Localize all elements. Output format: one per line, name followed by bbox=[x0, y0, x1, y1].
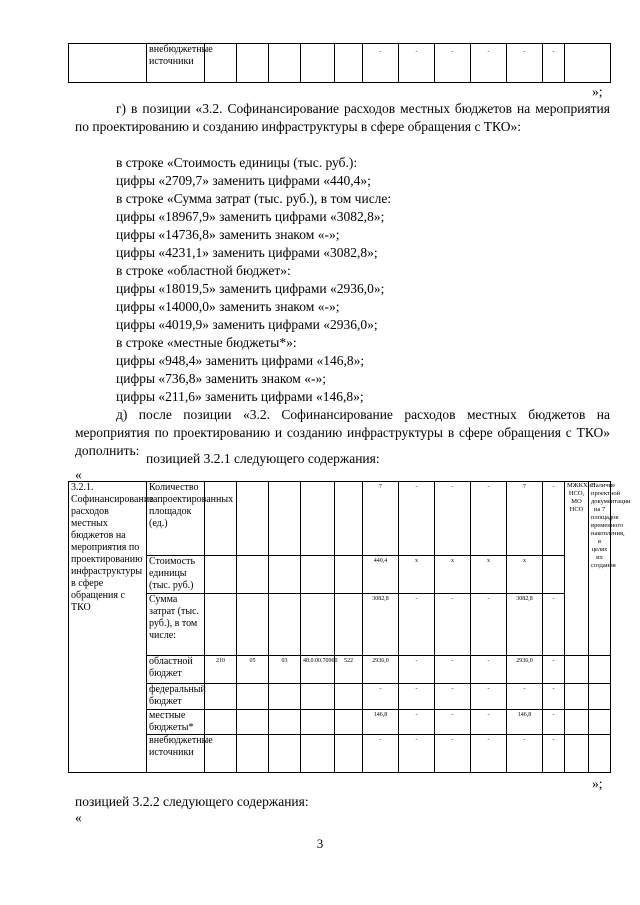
amendment-line: цифры «14000,0» заменить знаком «-»; bbox=[116, 299, 340, 314]
position-321-heading: позицией 3.2.1 следующего содержания: bbox=[146, 451, 380, 466]
total-cell: 2936,0 bbox=[363, 656, 399, 684]
amendment-line: цифры «18967,9» заменить цифрами «3082,8»; bbox=[116, 209, 385, 224]
row-label: Стоимость единицы (тыс. руб.) bbox=[147, 555, 205, 593]
amendment-line: в строке «областной бюджет»: bbox=[116, 263, 291, 278]
total-cell: 7 bbox=[363, 482, 399, 556]
code-cell: 210 bbox=[205, 656, 237, 684]
total-cell: - bbox=[363, 734, 399, 772]
total-cell: - bbox=[363, 684, 399, 709]
amendment-line: цифры «211,6» заменить цифрами «146,8»; bbox=[116, 389, 364, 404]
position-321-table: 3.2.1. Софинансирование расходов местных бюджетов на мероприятия по проектированию инфраструктуры в сфере обращения с ТКО Количество запроектированных площадок (ед.) 7 - - - 7 - МЖКХиЭ НСО, МО НСО Наличие проектной документации на 7 площадок временного накопления, в целях их создания Стоимость единицы (тыс. руб.) 440,4 х х х х Сумма затрат (тыс. руб.), в том числе: 3082,8 - - - 3082,8 - областной бюджет 210 05 03 48.0.00.70960 522 2936,0 - - - 2936,0 - федеральный бюджет - - - - - - местные бюджеты* 146,8 - - - 146,8 - внебюджетные источники - - - - - - bbox=[68, 481, 611, 773]
row-label: Количество запроектированных площадок (ед.) bbox=[147, 482, 205, 556]
table-cell: - bbox=[363, 44, 399, 83]
opening-quote: « bbox=[75, 810, 82, 825]
previous-table-fragment bbox=[68, 43, 611, 83]
position-322-heading: позицией 3.2.2 следующего содержания: bbox=[75, 794, 309, 809]
page-number: 3 bbox=[316, 836, 324, 851]
row-label: внебюджетные источники bbox=[147, 734, 205, 772]
total-cell: 146,8 bbox=[363, 709, 399, 734]
amendment-line: в строке «Стоимость единицы (тыс. руб.): bbox=[116, 155, 358, 170]
amendment-line: цифры «948,4» заменить цифрами «146,8»; bbox=[116, 353, 365, 368]
amendment-line: цифры «2709,7» заменить цифрами «440,4»; bbox=[116, 173, 371, 188]
closing-quote: »; bbox=[592, 84, 603, 99]
opening-quote: « bbox=[75, 467, 82, 482]
row-label: областной бюджет bbox=[147, 656, 205, 684]
result-cell: Наличие проектной документации на 7 площадок временного накопления, в целях их создания bbox=[589, 482, 611, 656]
table-cell: - bbox=[399, 44, 435, 83]
code-cell: 03 bbox=[269, 656, 301, 684]
amendment-line: цифры «736,8» заменить знаком «-»; bbox=[116, 371, 326, 386]
row-label: Сумма затрат (тыс. руб.), в том числе: bbox=[147, 593, 205, 655]
total-cell: 440,4 bbox=[363, 555, 399, 593]
table-cell: - bbox=[507, 44, 543, 83]
amendment-line: цифры «18019,5» заменить цифрами «2936,0»; bbox=[116, 281, 385, 296]
amendment-line: в строке «Сумма затрат (тыс. руб.), в том числе: bbox=[116, 191, 392, 206]
table-cell: - bbox=[435, 44, 471, 83]
amendment-line: цифры «4231,1» заменить цифрами «3082,8»; bbox=[116, 245, 378, 260]
paragraph-g: г) в позиции «3.2. Софинансирование расходов местных бюджетов на мероприятия по проектированию и созданию инфраструктуры в сфере обращения с ТКО»: bbox=[75, 101, 610, 134]
table-cell: - bbox=[471, 44, 507, 83]
empty-cell bbox=[69, 44, 147, 83]
code-cell: 48.0.00.70960 bbox=[301, 656, 335, 684]
amendment-line: цифры «4019,9» заменить цифрами «2936,0»; bbox=[116, 317, 378, 332]
closing-quote: »; bbox=[592, 776, 603, 791]
row-label: федеральный бюджет bbox=[147, 684, 205, 709]
executor-cell: МЖКХиЭ НСО, МО НСО bbox=[565, 482, 589, 656]
code-cell: 05 bbox=[237, 656, 269, 684]
paragraph-d: д) после позиции «3.2. Софинансирование расходов местных бюджетов на мероприятия по проектированию и созданию инфраструктуры в сфере обращения с ТКО» дополнить: bbox=[75, 407, 610, 458]
code-cell: 522 bbox=[335, 656, 363, 684]
item-name-cell: 3.2.1. Софинансирование расходов местных бюджетов на мероприятия по проектированию инфраструктуры в сфере обращения с ТКО bbox=[69, 482, 147, 773]
row-label: местные бюджеты* bbox=[147, 709, 205, 734]
total-cell: 3082,8 bbox=[363, 593, 399, 655]
table-cell: - bbox=[543, 44, 565, 83]
amendment-line: цифры «14736,8» заменить знаком «-»; bbox=[116, 227, 340, 242]
amendment-line: в строке «местные бюджеты*»: bbox=[116, 335, 297, 350]
row-label: внебюджетные источники bbox=[147, 44, 205, 83]
